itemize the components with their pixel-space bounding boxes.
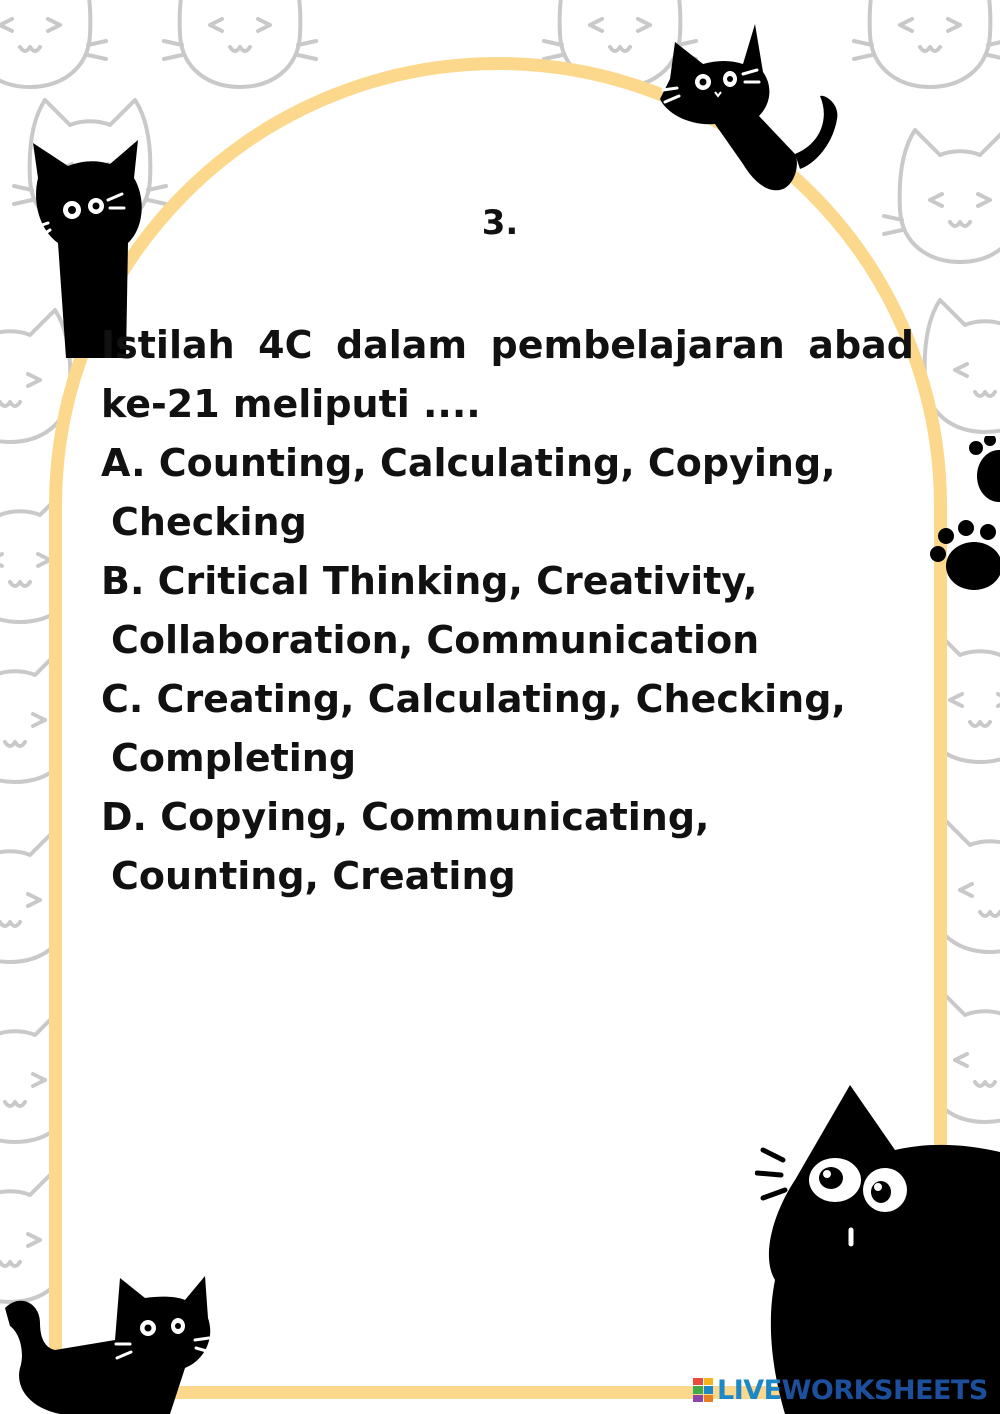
question-stem: Istilah 4C dalam pembelajaran abad ke-21 meliputi .... <box>101 323 914 426</box>
question-number: 3. <box>481 203 519 243</box>
liveworksheets-logo-icon <box>693 1378 713 1402</box>
option-c: C. Creating, Calculating, Checking, Completing <box>101 677 846 780</box>
logo-text-worksheets: WORKSHEETS <box>781 1374 988 1406</box>
black-cat-icon <box>0 1268 215 1414</box>
option-d: D. Copying, Communicating, Counting, Creating <box>101 795 710 898</box>
black-cat-icon <box>755 1080 1000 1414</box>
option-b: B. Critical Thinking, Creativity, Collaboration, Communication <box>101 559 760 662</box>
liveworksheets-logo <box>693 1374 988 1406</box>
option-a: A. Counting, Calculating, Copying, Checking <box>101 441 836 544</box>
paw-print-icon <box>924 436 1000 596</box>
black-cat-icon <box>655 24 845 199</box>
logo-text-live: LIVE <box>717 1374 782 1406</box>
question-block <box>101 316 914 906</box>
